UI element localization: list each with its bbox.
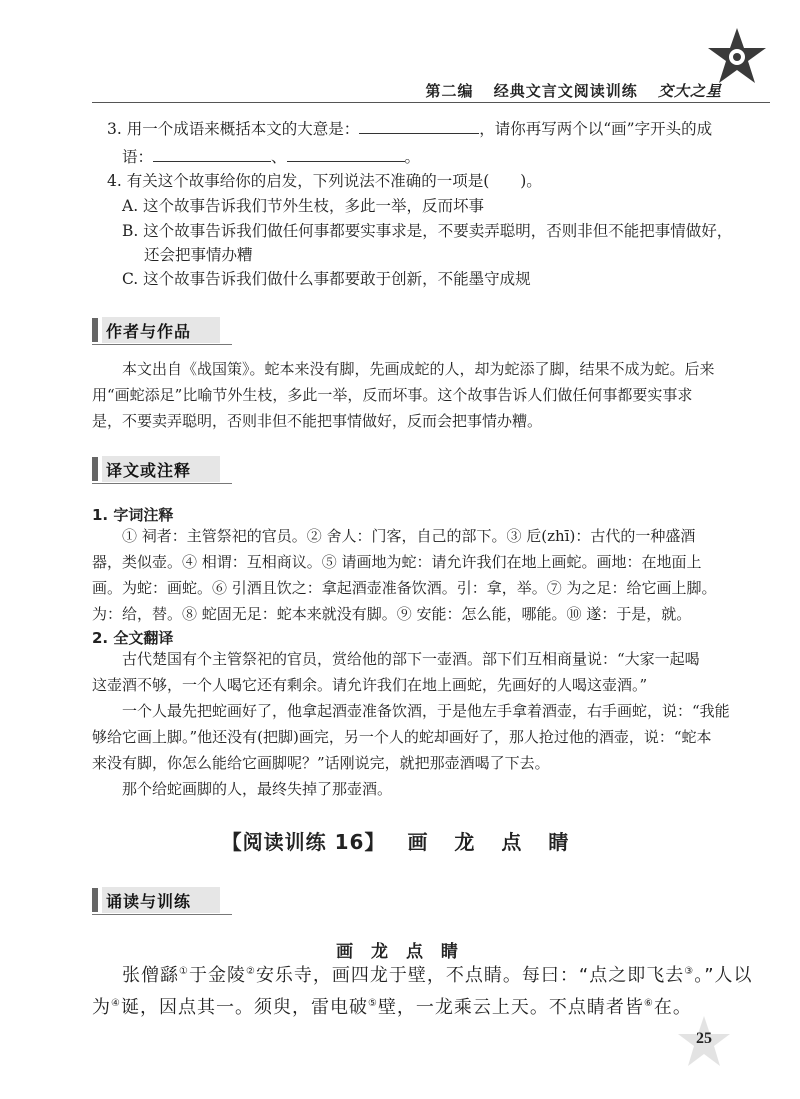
q3-end: 。 (404, 148, 421, 166)
lesson-heading (0, 826, 800, 855)
star-logo-icon (706, 26, 768, 88)
option-c[interactable]: C. 这个故事告诉我们做什么事都要敢于创新，不能墨守成规 (122, 270, 531, 288)
translation-line: 够给它画上脚。”他还没有(把脚)画完，另一个人的蛇却画好了，那人抢过他的酒壶，说：“蛇本 (92, 728, 712, 746)
q3-text-a: 3. 用一个成语来概括本文的大意是： (107, 120, 360, 138)
option-a[interactable]: A. 这个故事告诉我们节外生枝，多此一举，反而坏事 (122, 197, 485, 215)
notes-line: 画。为蛇：画蛇。⑥ 引酒且饮之：拿起酒壶准备饮酒。引：拿，举。⑦ 为之足：给它画上脚。 (92, 579, 717, 597)
option-b-line-1[interactable]: B. 这个故事告诉我们做任何事都要实事求是，不要卖弄聪明，否则非但不能把事情做好， (122, 222, 733, 240)
notes-line: 为：给，替。⑧ 蛇固无足：蛇本来就没有脚。⑨ 安能：怎么能，哪能。⑩ 遂：于是，就。 (92, 605, 692, 623)
footnote-marker[interactable]: ⑥ (643, 998, 654, 1009)
running-header (411, 80, 722, 101)
translation-line: 古代楚国有个主管祭祀的官员，赏给他的部下一壶酒。部下们互相商量说：“大家一起喝 (122, 650, 700, 668)
translation-line: 那个给蛇画脚的人，最终失掉了那壶酒。 (122, 780, 393, 798)
subheading-notes: 1. 字词注释 (92, 506, 174, 524)
q3-blank-1[interactable] (359, 119, 479, 134)
passage-line-1: 张僧繇①于金陵②安乐寺，画四龙于壁，不点睛。每曰：“点之即飞去③。”人以 (122, 965, 753, 986)
lesson-title: 画 龙 点 睛 (407, 830, 579, 854)
q3-text-c: 语： (122, 148, 154, 166)
translation-line: 来没有脚，你怎么能给它画脚呢？”话刚说完，就把那壶酒喝了下去。 (92, 754, 550, 772)
footnote-marker[interactable]: ⑤ (367, 998, 378, 1009)
section-rule (92, 914, 232, 915)
question-3-line-1 (107, 118, 712, 140)
author-line-3: 是，不要卖弄聪明，否则非但不能把事情做好，反而会把事情办糟。 (92, 412, 543, 430)
translation-line: 这壶酒不够，一个人喝它还有剩余。请允许我们在地上画蛇，先画好的人喝这壶酒。” (92, 676, 648, 694)
footnote-marker[interactable]: ② (245, 966, 256, 977)
section-header-translation (92, 456, 228, 482)
passage-title: 画 龙 点 睛 (336, 942, 464, 962)
section-rule (92, 483, 232, 484)
notes-paragraph (92, 523, 717, 627)
section-title: 作者与作品 (106, 322, 192, 341)
header-part: 第二编 (425, 82, 474, 100)
footnote-marker[interactable]: ① (179, 966, 189, 977)
section-rule (92, 344, 232, 345)
lesson-label: 【阅读训练 16】 (221, 830, 386, 854)
q3-separator: 、 (271, 148, 287, 166)
page-number: 25 (696, 1030, 712, 1047)
footnote-marker[interactable]: ④ (111, 998, 121, 1009)
section-header-reading (92, 887, 228, 913)
q3-text-b: ，请你再写两个以“画”字开头的成 (479, 120, 713, 138)
notes-line: 器，类似壶。④ 相谓：互相商议。⑤ 请画地为蛇：请允许我们在地上画蛇。画地：在地面上 (92, 553, 702, 571)
author-line-1: 本文出自《战国策》。蛇本来没有脚，先画成蛇的人，却为蛇添了脚，结果不成为蛇。后来 (122, 360, 715, 378)
notes-line: ① 祠者：主管祭祀的官员。② 舍人：门客，自己的部下。③ 卮(zhī)：古代的一种盛酒 (122, 527, 696, 545)
section-title: 译文或注释 (106, 461, 192, 480)
author-paragraph (92, 356, 715, 434)
passage-line-2: 为④诞，因点其一。须臾，雷电破⑤壁，一龙乘云上天。不点睛者皆⑥在。 (92, 997, 692, 1018)
header-brand: 交大之星 (657, 82, 722, 100)
option-b-line-2: 还会把事情办糟 (144, 246, 253, 264)
header-book: 经典文言文阅读训练 (493, 82, 638, 100)
section-header-author (92, 317, 228, 343)
q3-blank-3[interactable] (287, 147, 405, 162)
question-3-line-2 (122, 146, 420, 168)
author-line-2: 用“画蛇添足”比喻节外生枝，多此一举，反而坏事。这个故事告诉人们做任何事都要实事求 (92, 386, 693, 404)
translation-paragraph (92, 646, 730, 802)
question-4-stem: 4. 有关这个故事给你的启发，下列说法不准确的一项是( )。 (107, 172, 542, 190)
footnote-marker[interactable]: ③ (684, 966, 695, 977)
section-title: 诵读与训练 (106, 892, 192, 911)
q3-blank-2[interactable] (153, 147, 271, 162)
subheading-translation: 2. 全文翻译 (92, 629, 174, 647)
translation-line: 一个人最先把蛇画好了，他拿起酒壶准备饮酒，于是他左手拿着酒壶，右手画蛇，说：“我能 (122, 702, 730, 720)
header-rule (92, 102, 770, 103)
